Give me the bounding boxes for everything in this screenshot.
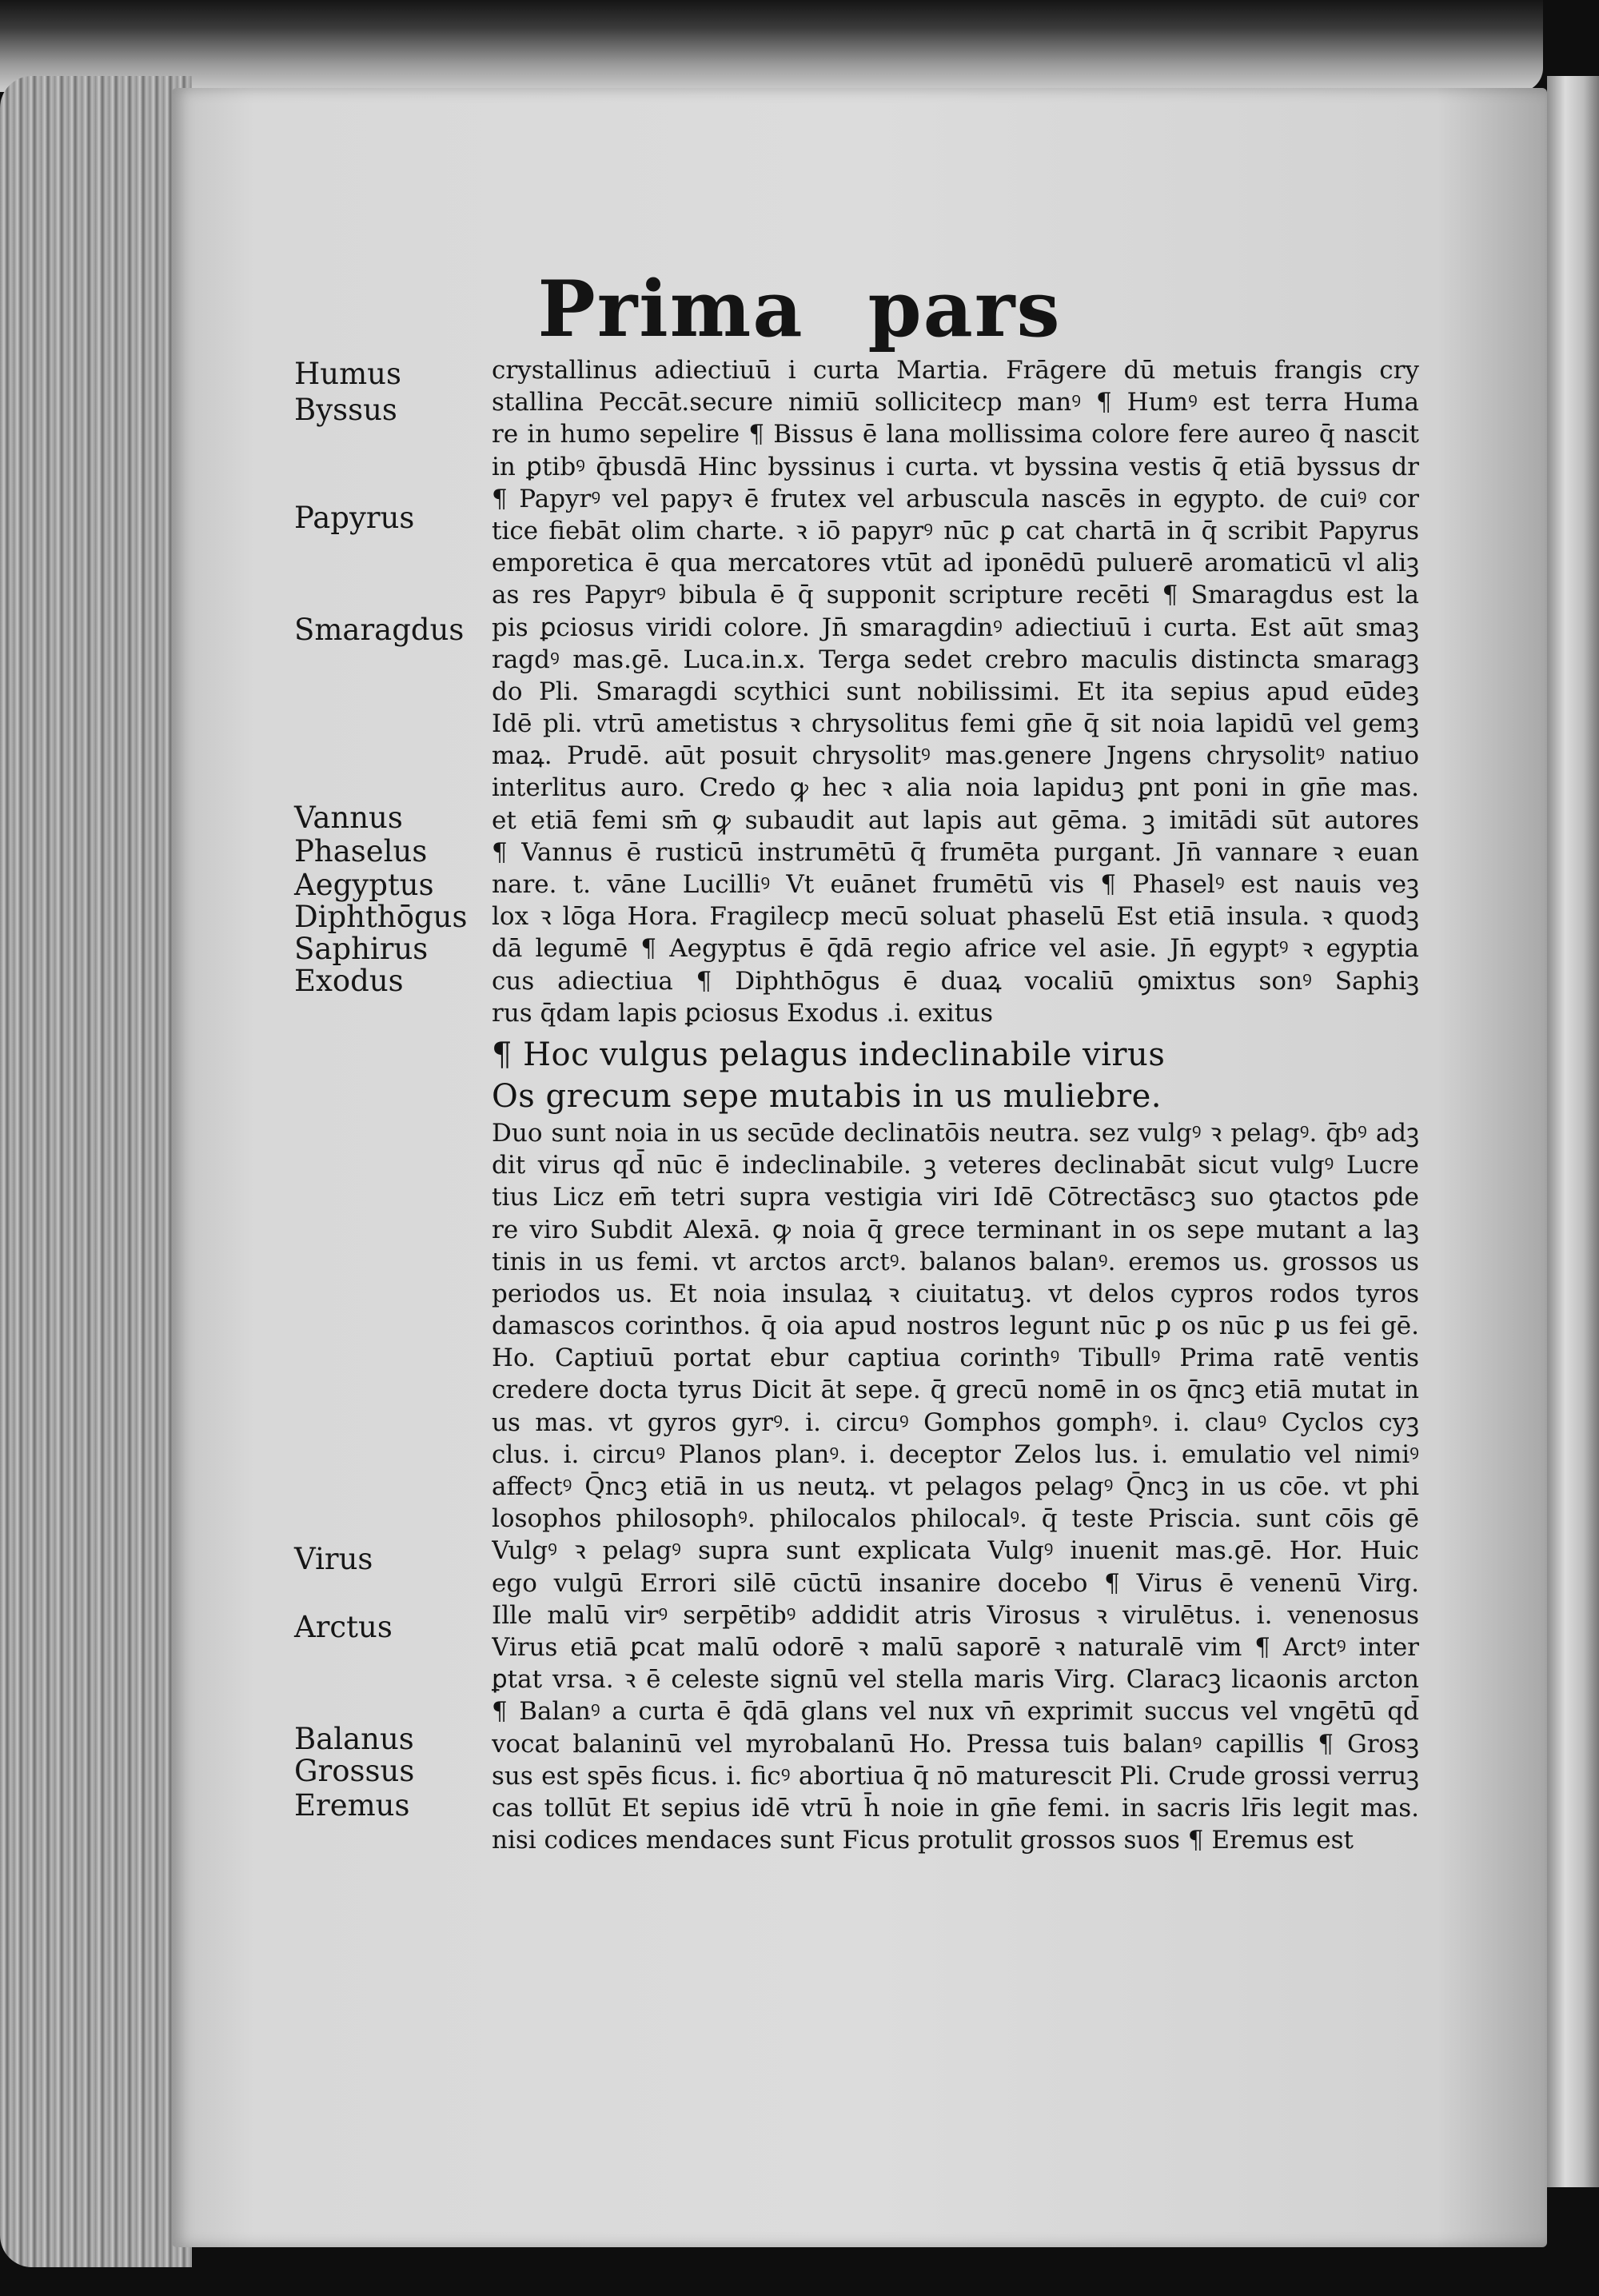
text-line: re in humo sepelire ¶ Bissus ē lana mollissima colore fere aureo q̄ nascit: [492, 420, 1419, 449]
margin-note: Papyrus: [294, 501, 415, 535]
text-line: ¶ Vannus ē rusticū instrumētū q̄ frumēta purgant. Jn̄ vannare ꝛ euan: [492, 837, 1419, 867]
margin-note: Grossus: [294, 1754, 415, 1788]
margin-note: Saphirus: [294, 932, 429, 966]
text-line: dā legumē ¶ Aegyptus ē q̄dā regio africe vel asie. Jn̄ egyptꝰ ꝛ egyptia: [492, 934, 1419, 964]
text-line: as res Papyrꝰ bibula ē q̄ supponit scripture recēti ¶ Smaragdus est la: [492, 581, 1419, 610]
margin-note: Phaselus: [294, 834, 428, 868]
text-line: damascos corinthos. q̄ oia apud nostros legunt nūc ꝑ os nūc ꝑ us fei gē.: [492, 1312, 1419, 1341]
facing-page-edge: [1547, 76, 1599, 2187]
text-line: et etiā femi sm̄ ꝙ subaudit aut lapis aut gēma. ꝫ imitādi sūt autores: [492, 805, 1419, 835]
text-line: do Pli. Smaragdi scythici sunt nobilissimi. Et ita sepius apud eūdeꝫ: [492, 677, 1419, 706]
verse-line: Os grecum sepe mutabis in us muliebre.: [492, 1077, 1162, 1115]
main-text-column: [492, 354, 1419, 1856]
margin-note: Virus: [294, 1542, 373, 1576]
text-line: affectꝰ Q̄ncꝫ etiā in us neutꝝ. vt pelagos pelagꝰ Q̄ncꝫ in us cōe. vt phi: [492, 1472, 1419, 1501]
text-line: emporetica ē qua mercatores vtūt ad iponēdū puluerē aromaticū vl aliꝫ: [492, 549, 1419, 578]
book-top-edge: [0, 0, 1543, 92]
text-line: Vulgꝰ ꝛ pelagꝰ supra sunt explicata Vulgꝰ inuenit mas.gē. Hor. Huic: [492, 1536, 1419, 1566]
text-line: nisi codices mendaces sunt Ficus protulit grossos suos ¶ Eremus est: [492, 1826, 1354, 1855]
text-line: dit virus qd̄ nūc ē indeclinabile. ꝫ veteres declinabāt sicut vulgꝰ Lucre: [492, 1151, 1419, 1180]
margin-note: Byssus: [294, 393, 397, 427]
text-line: lox ꝛ lōga Hora. Fragilecp mecū soluat phaselū Est etiā insula. ꝛ quodꝫ: [492, 902, 1419, 932]
text-line: ¶ Balanꝰ a curta ē q̄dā glans vel nux vn̄ exprimit succus vel vngētū qd̄: [492, 1697, 1419, 1727]
text-line: sus est spēs ficus. i. ficꝰ abortiua q̄ nō maturescit Pli. Crude grossi verruꝫ: [492, 1761, 1419, 1791]
margin-note: Balanus: [294, 1722, 414, 1756]
running-head: [0, 264, 1599, 354]
margin-note: Arctus: [294, 1610, 393, 1644]
text-line: nare. t. vāne Lucilliꝰ Vt euānet frumētū vis ¶ Phaselꝰ est nauis veꝫ: [492, 870, 1419, 899]
text-line: tice fiebāt olim charte. ꝛ iō papyrꝰ nūc ꝑ cat chartā in q̄ scribit Papyrus: [492, 516, 1419, 545]
text-line: Ho. Captiuū portat ebur captiua corinthꝰ Tibullꝰ Prima ratē ventis: [492, 1344, 1419, 1373]
running-head-word-2: pars: [867, 264, 1062, 354]
text-line: pis ꝑciosus viridi colore. Jn̄ smaragdinꝰ adiectiuū i curta. Est aūt smaꝫ: [492, 613, 1419, 642]
margin-note: Aegyptus: [294, 868, 434, 902]
text-line: Ille malū virꝰ serpētibꝰ addidit atris Virosus ꝛ virulētus. i. venenosus: [492, 1600, 1419, 1630]
margin-note: Eremus: [294, 1788, 410, 1823]
text-line: tinis in us femi. vt arctos arctꝰ. balanos balanꝰ. eremos us. grossos us: [492, 1247, 1419, 1276]
text-line: ꝑtat vrsa. ꝛ ē celeste signū vel stella maris Virg. Claracꝫ licaonis arcton: [492, 1665, 1419, 1695]
text-line: cas tollūt Et sepius idē vtrū h̄ noie in gn̄e femi. in sacris lr̄is legit mas.: [492, 1793, 1419, 1823]
page-stack-left: [0, 76, 192, 2267]
margin-note: Smaragdus: [294, 613, 465, 647]
text-line: in ꝑtibꝰ q̄busdā Hinc byssinus i curta. vt byssina vestis q̄ etiā byssus dr: [492, 452, 1419, 481]
text-line: credere docta tyrus Dicit āt sepe. q̄ grecū nomē in os q̄ncꝫ etiā mutat in: [492, 1376, 1419, 1405]
verse-line: ¶ Hoc vulgus pelagus indeclinabile virus: [492, 1036, 1166, 1073]
margin-note: Exodus: [294, 964, 404, 998]
text-line: crystallinus adiectiuū i curta Martia. Frāgere dū metuis frangis cry: [492, 356, 1419, 385]
text-line: tius Licz em̄ tetri supra vestigia viri Idē Cōtrectāscꝫ suo ꝯtactos ꝑde: [492, 1183, 1419, 1212]
text-line: stallina Peccāt.secure nimiū sollicitecp manꝰ ¶ Humꝰ est terra Huma: [492, 388, 1419, 417]
text-line: Virus etiā ꝑcat malū odorē ꝛ malū saporē ꝛ naturalē vim ¶ Arctꝰ inter: [492, 1632, 1419, 1662]
text-line: us mas. vt gyros gyrꝰ. i. circuꝰ Gomphos gomphꝰ. i. clauꝰ Cyclos cyꝫ: [492, 1408, 1419, 1437]
running-head-word-1: Prima: [537, 264, 804, 354]
text-block-1: [492, 354, 1419, 1029]
margin-note: Humus: [294, 357, 401, 391]
margin-note: Vannus: [294, 801, 403, 835]
text-line: Idē pli. vtrū ametistus ꝛ chrysolitus femi gn̄e q̄ sit noia lapidū vel gemꝫ: [492, 709, 1419, 739]
text-line: Duo sunt noia in us secūde declinatōis neutra. sez vulgꝰ ꝛ pelagꝰ. q̄bꝰ adꝫ: [492, 1118, 1419, 1148]
text-line: periodos us. Et noia insulaꝝ ꝛ ciuitatuꝫ. vt delos cypros rodos tyros: [492, 1279, 1419, 1308]
text-line: clus. i. circuꝰ Planos planꝰ. i. deceptor Zelos lus. i. emulatio vel nimiꝰ: [492, 1439, 1419, 1469]
text-line: ragdꝰ mas.gē. Luca.in.x. Terga sedet crebro maculis distincta smaragꝫ: [492, 645, 1419, 674]
text-line: maꝝ. Prudē. aūt posuit chrysolitꝰ mas.genere Jngens chrysolitꝰ natiuo: [492, 741, 1419, 771]
text-line: rus q̄dam lapis ꝑciosus Exodus .i. exitus: [492, 998, 994, 1028]
margin-notes: [294, 0, 486, 2296]
text-block-2: [492, 1117, 1419, 1856]
text-line: interlitus auro. Credo ꝙ hec ꝛ alia noia lapiduꝫ ꝑnt poni in gn̄e mas.: [492, 773, 1419, 803]
verse-rule: [492, 1034, 1419, 1117]
text-line: losophos philosophꝰ. philocalos philocalꝰ. q̄ teste Priscia. sunt cōis gē: [492, 1504, 1419, 1534]
text-line: ego vulgū Errori silē cūctū insanire docebo ¶ Virus ē venenū Virg.: [492, 1568, 1419, 1598]
margin-note: Diphthōgus: [294, 900, 468, 934]
text-line: ¶ Papyrꝰ vel papyꝛ ē frutex vel arbuscula nascēs in egypto. de cuiꝰ cor: [492, 484, 1419, 513]
text-line: cus adiectiua ¶ Diphthōgus ē duaꝝ vocaliū ꝯmixtus sonꝰ Saphiꝫ: [492, 966, 1419, 996]
text-line: re viro Subdit Alexā. ꝙ noia q̄ grece terminant in os sepe mutant a laꝫ: [492, 1215, 1419, 1244]
text-line: vocat balaninū vel myrobalanū Ho. Pressa tuis balanꝰ capillis ¶ Grosꝫ: [492, 1729, 1419, 1759]
